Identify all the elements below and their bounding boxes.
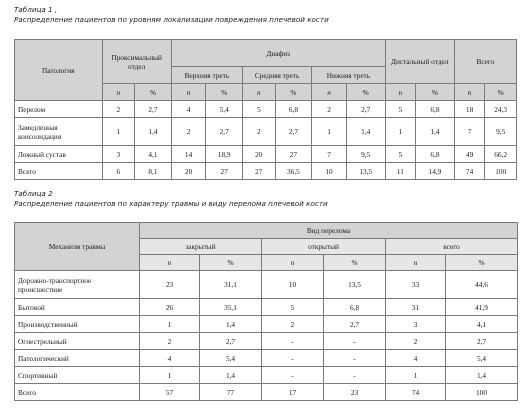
table-cell: 1,4 bbox=[200, 316, 262, 333]
table-cell: 1 bbox=[385, 118, 416, 146]
table1-header-lower-third: Нижняя треть bbox=[312, 67, 385, 84]
table-cell: 4,1 bbox=[135, 146, 172, 163]
table1-header-n: n bbox=[454, 84, 485, 101]
table-cell: 2,7 bbox=[446, 333, 518, 350]
row-label: Всего bbox=[15, 384, 140, 401]
table-cell: 66,2 bbox=[485, 146, 517, 163]
table-cell: 4 bbox=[171, 101, 206, 118]
table-cell: 2 bbox=[171, 118, 206, 146]
table-cell: 1,4 bbox=[200, 367, 262, 384]
table-cell: 11 bbox=[385, 163, 416, 180]
table-row bbox=[15, 316, 518, 333]
table-cell: 2,7 bbox=[346, 101, 385, 118]
table-cell: - bbox=[262, 367, 324, 384]
table-cell: 27 bbox=[243, 163, 276, 180]
table-row bbox=[15, 146, 517, 163]
table-row bbox=[15, 299, 518, 316]
table-cell: 100 bbox=[485, 163, 517, 180]
table-cell: 8,1 bbox=[135, 163, 172, 180]
table-row bbox=[15, 333, 518, 350]
table-cell: 14,9 bbox=[416, 163, 455, 180]
table2-header-pct: % bbox=[446, 255, 518, 271]
table-cell: 33 bbox=[386, 271, 446, 299]
table1-header-upper-third: Верхняя треть bbox=[171, 67, 242, 84]
table-cell: 6,8 bbox=[416, 146, 455, 163]
table-cell: 2,7 bbox=[324, 316, 386, 333]
table-cell: 4,1 bbox=[446, 316, 518, 333]
table1-header-pathology: Патология bbox=[15, 40, 103, 101]
table1-header-total: Всего bbox=[454, 40, 516, 84]
table-cell: 17 bbox=[262, 384, 324, 401]
table-cell: 2 bbox=[102, 101, 135, 118]
table-cell: 74 bbox=[454, 163, 485, 180]
table-cell: 7 bbox=[312, 146, 347, 163]
row-label: Дорожно-транспортное происшествие bbox=[15, 271, 140, 299]
table1-header-diaphysis: Диафиз bbox=[171, 40, 385, 67]
table-row bbox=[15, 384, 518, 401]
table-cell: 18 bbox=[454, 101, 485, 118]
table-cell: - bbox=[324, 367, 386, 384]
table-cell: 20 bbox=[171, 163, 206, 180]
table2-header-pct: % bbox=[200, 255, 262, 271]
table1-header-middle-third: Средняя треть bbox=[243, 67, 312, 84]
table-cell: 36,5 bbox=[275, 163, 312, 180]
table1 bbox=[14, 39, 517, 180]
table-cell: 5,4 bbox=[206, 101, 243, 118]
table1-header-proximal: Проксимальный отдел bbox=[102, 40, 171, 84]
table-cell: 5,4 bbox=[446, 350, 518, 367]
table-cell: 14 bbox=[171, 146, 206, 163]
table2-header-n: n bbox=[262, 255, 324, 271]
table-cell: 5 bbox=[385, 146, 416, 163]
row-label: Огнестрельный bbox=[15, 333, 140, 350]
table2-header-open: открытый bbox=[262, 239, 386, 255]
table-cell: 31 bbox=[386, 299, 446, 316]
table-cell: 6,8 bbox=[275, 101, 312, 118]
table1-header-n: n bbox=[243, 84, 276, 101]
table-cell: 2 bbox=[262, 316, 324, 333]
table-cell: 2 bbox=[386, 333, 446, 350]
table-cell: - bbox=[324, 350, 386, 367]
table1-header-n: n bbox=[385, 84, 416, 101]
table-cell: 100 bbox=[446, 384, 518, 401]
table1-header-pct: % bbox=[485, 84, 517, 101]
table-cell: 6 bbox=[102, 163, 135, 180]
table-cell: 5 bbox=[385, 101, 416, 118]
table1-caption-title: Распределение пациентов по уровням локализации повреждения плечевой кости bbox=[14, 15, 329, 24]
table-cell: 27 bbox=[275, 146, 312, 163]
table-cell: 1 bbox=[386, 367, 446, 384]
table-cell: 74 bbox=[386, 384, 446, 401]
table-cell: 4 bbox=[386, 350, 446, 367]
table-cell: 1 bbox=[102, 118, 135, 146]
table-cell: 23 bbox=[140, 271, 200, 299]
table-cell: 9,5 bbox=[485, 118, 517, 146]
table1-caption-number: Таблица 1 , bbox=[14, 5, 58, 14]
row-label: Патологический bbox=[15, 350, 140, 367]
table-cell: 5 bbox=[262, 299, 324, 316]
table2-header-mechanism: Механизм травмы bbox=[15, 223, 140, 271]
table1-header-pct: % bbox=[206, 84, 243, 101]
table-cell: 2,7 bbox=[275, 118, 312, 146]
table-cell: 77 bbox=[200, 384, 262, 401]
table-cell: 13,5 bbox=[324, 271, 386, 299]
table1-header-distal: Дистальный отдел bbox=[385, 40, 454, 84]
table2-header-fracture-type: Вид перелома bbox=[140, 223, 518, 239]
table-cell: 41,9 bbox=[446, 299, 518, 316]
table-cell: 2 bbox=[312, 101, 347, 118]
table-cell: 3 bbox=[102, 146, 135, 163]
table-cell: 2,7 bbox=[135, 101, 172, 118]
table-cell: 23 bbox=[324, 384, 386, 401]
table-cell: 10 bbox=[262, 271, 324, 299]
table1-header-n: n bbox=[171, 84, 206, 101]
table-cell: 26 bbox=[140, 299, 200, 316]
table1-header-pct: % bbox=[416, 84, 455, 101]
table-cell: 7 bbox=[454, 118, 485, 146]
row-label: Перелом bbox=[15, 101, 103, 118]
table2-header-all: всего bbox=[386, 239, 518, 255]
table-cell: 18,9 bbox=[206, 146, 243, 163]
table-cell: - bbox=[262, 350, 324, 367]
table-cell: 2,7 bbox=[200, 333, 262, 350]
table-cell: 44,6 bbox=[446, 271, 518, 299]
table2-caption-number: Таблица 2 bbox=[14, 189, 53, 198]
table-cell: 1 bbox=[140, 367, 200, 384]
table-cell: 13,5 bbox=[346, 163, 385, 180]
table-row bbox=[15, 350, 518, 367]
table-cell: 1,4 bbox=[416, 118, 455, 146]
table-cell: 2 bbox=[243, 118, 276, 146]
table2 bbox=[14, 222, 518, 401]
table-cell: - bbox=[324, 333, 386, 350]
table-cell: 27 bbox=[206, 163, 243, 180]
table-cell: 49 bbox=[454, 146, 485, 163]
table-cell: 2,7 bbox=[206, 118, 243, 146]
table1-header-pct: % bbox=[346, 84, 385, 101]
row-label: Ложный сустав bbox=[15, 146, 103, 163]
table-cell: 1 bbox=[140, 316, 200, 333]
table-cell: 35,1 bbox=[200, 299, 262, 316]
table-cell: 3 bbox=[386, 316, 446, 333]
table-row bbox=[15, 118, 517, 146]
table2-caption-title: Распределение пациентов по характеру травмы и виду перелома плечевой кости bbox=[14, 199, 328, 208]
table-cell: 1,4 bbox=[346, 118, 385, 146]
table-cell: 5,4 bbox=[200, 350, 262, 367]
table1-header-n: n bbox=[102, 84, 135, 101]
table-cell: - bbox=[262, 333, 324, 350]
table-cell: 1 bbox=[312, 118, 347, 146]
table-cell: 57 bbox=[140, 384, 200, 401]
table-row bbox=[15, 163, 517, 180]
table2-header-closed: закрытый bbox=[140, 239, 262, 255]
table-cell: 31,1 bbox=[200, 271, 262, 299]
table2-header-n: n bbox=[386, 255, 446, 271]
row-label: Всего bbox=[15, 163, 103, 180]
table-cell: 24,3 bbox=[485, 101, 517, 118]
table-cell: 9,5 bbox=[346, 146, 385, 163]
row-label: Спортивный bbox=[15, 367, 140, 384]
table-row bbox=[15, 367, 518, 384]
table1-header-n: n bbox=[312, 84, 347, 101]
table-cell: 6,8 bbox=[324, 299, 386, 316]
table1-header-pct: % bbox=[275, 84, 312, 101]
table-cell: 1,4 bbox=[446, 367, 518, 384]
table-cell: 10 bbox=[312, 163, 347, 180]
table1-header-pct: % bbox=[135, 84, 172, 101]
table-row bbox=[15, 101, 517, 118]
table-cell: 1,4 bbox=[135, 118, 172, 146]
table-cell: 2 bbox=[140, 333, 200, 350]
table2-header-n: n bbox=[140, 255, 200, 271]
table-row bbox=[15, 271, 518, 299]
table-cell: 5 bbox=[243, 101, 276, 118]
row-label: Замедленная консолидация bbox=[15, 118, 103, 146]
table2-header-pct: % bbox=[324, 255, 386, 271]
table-cell: 6,8 bbox=[416, 101, 455, 118]
table-cell: 4 bbox=[140, 350, 200, 367]
row-label: Бытовой bbox=[15, 299, 140, 316]
table-cell: 20 bbox=[243, 146, 276, 163]
row-label: Производственный bbox=[15, 316, 140, 333]
